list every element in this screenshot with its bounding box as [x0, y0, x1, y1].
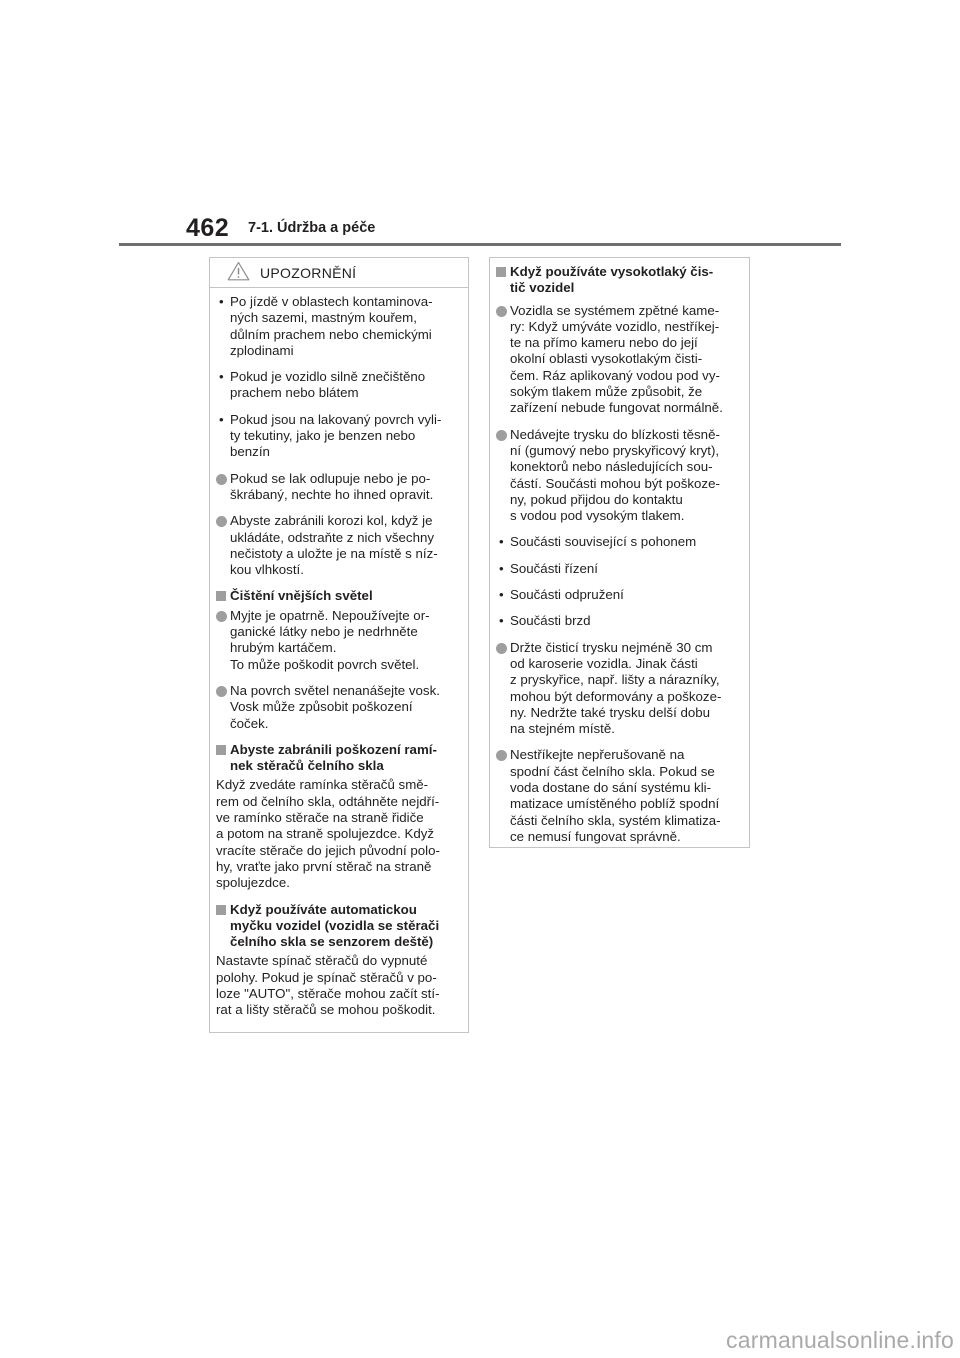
text-line: části čelního skla, systém klimatiza-	[510, 812, 721, 828]
subheading	[216, 588, 463, 604]
warning-triangle-icon	[227, 261, 250, 281]
text-line: nek stěračů čelního skla	[230, 758, 384, 774]
text-line: Nestříkejte nepřerušovaně na	[510, 747, 685, 763]
subheading	[216, 742, 463, 775]
text-line: Abyste zabránili poškození ramí-	[230, 741, 437, 757]
warning-box-right	[489, 257, 750, 848]
text-line: ry: Když umýváte vozidlo, nestříkej-	[510, 318, 720, 334]
list-item	[216, 412, 463, 461]
text-line: ny. Nedržte také trysku delší dobu	[510, 704, 711, 720]
text-line: ní (gumový nebo pryskyřicový kryt),	[510, 442, 720, 458]
text-line: To může poškodit povrch světel.	[230, 656, 420, 672]
section-title: 7-1. Údržba a péče	[248, 220, 376, 236]
text-line: Myjte je opatrně. Nepoužívejte or-	[230, 607, 430, 623]
text-line: • Po jízdě v oblastech kontaminova-	[230, 294, 433, 309]
text-line: škrábaný, nechte ho ihned opravit.	[230, 486, 434, 502]
text-line: spolujezdce.	[216, 875, 290, 891]
list-item	[496, 613, 744, 629]
text-line: Pokud se lak odlupuje nebo je po-	[230, 470, 431, 486]
dot-item	[216, 683, 463, 732]
bullet-dot-icon	[216, 611, 227, 622]
text-line: • Součásti odpružení	[510, 587, 624, 603]
text-line: ce nemusí fungovat správně.	[510, 828, 681, 844]
text-line: s vodou pod vysokým tlakem.	[510, 508, 685, 524]
text-line: zařízení nebude fungovat normálně.	[510, 400, 723, 416]
text-line: z pryskyřice, např. lišty a nárazníky,	[510, 672, 720, 688]
bullet-dot-icon	[216, 516, 227, 527]
paragraph	[216, 777, 463, 891]
subheading	[216, 902, 463, 951]
text-line: ukládáte, odstraňte z nich všechny	[230, 529, 435, 545]
text-line: okolní oblasti vysokotlakým čisti-	[510, 351, 703, 367]
warning-box-left	[209, 257, 469, 1033]
heading-square-icon	[216, 905, 226, 915]
bullet-dot-icon	[496, 306, 507, 317]
text-line: ve ramínko stěrače na straně řidiče	[216, 810, 424, 826]
paragraph	[216, 953, 463, 1018]
text-line: sokým tlakem může způsobit, že	[510, 384, 703, 400]
text-line: čoček.	[230, 715, 269, 731]
text-line: spodní část čelního skla. Pokud se	[510, 763, 715, 779]
text-line: rat a lišty stěračů se mohou poškodit.	[216, 1002, 436, 1018]
text-line: • Součásti související s pohonem	[510, 534, 697, 550]
text-line: nečistoty a uložte je na místě s níz-	[230, 545, 438, 561]
list-item	[216, 294, 463, 359]
text-line: konektorů nebo následujících sou-	[510, 459, 713, 475]
text-line: od karoserie vozidla. Jinak části	[510, 655, 698, 671]
text-line: loze "AUTO", stěrače mohou začít stí-	[216, 985, 440, 1001]
text-line: myčku vozidel (vozidla se stěrači	[230, 917, 440, 933]
bullet-dot-icon	[216, 686, 227, 697]
subheading	[496, 264, 744, 297]
watermark: carmanualsonline.info	[726, 1327, 954, 1353]
text-line: voda dostane do sání systému kli-	[510, 780, 712, 796]
heading-square-icon	[216, 745, 226, 755]
text-line: hy, vraťte jako první stěrač na straně	[216, 858, 432, 874]
dot-item	[496, 640, 744, 738]
bullet-dot-icon	[496, 430, 507, 441]
text-line: rem od čelního skla, odtáhněte nejdří-	[216, 793, 440, 809]
text-line: Když používáte automatickou	[230, 901, 417, 917]
bullet-dot-icon	[496, 643, 507, 654]
text-line: Nedávejte trysku do blízkosti těsně-	[510, 426, 720, 442]
text-line: na stejném místě.	[510, 721, 615, 737]
text-line: vracíte stěrače do jejich původní polo-	[216, 842, 440, 858]
text-line: čelního skla se senzorem deště)	[230, 934, 434, 950]
list-item	[496, 561, 744, 577]
dot-item	[216, 608, 463, 673]
heading-square-icon	[216, 591, 226, 601]
page-number: 462	[186, 214, 230, 242]
text-line: matizace umístěného poblíž spodní	[510, 796, 720, 812]
text-line: důlním prachem nebo chemickými	[230, 326, 432, 342]
text-line: Držte čisticí trysku nejméně 30 cm	[510, 639, 713, 655]
text-line: zplodinami	[230, 342, 294, 358]
text-line: polohy. Pokud je spínač stěračů v po-	[216, 969, 437, 985]
text-line: Na povrch světel nenanášejte vosk.	[230, 682, 440, 698]
text-line: hrubým kartáčem.	[230, 640, 337, 656]
text-line: • Pokud jsou na lakovaný povrch vyli-	[230, 411, 442, 427]
text-line: ných sazemi, mastným kouřem,	[230, 310, 417, 326]
list-item	[496, 587, 744, 603]
warning-header	[210, 258, 468, 288]
dot-item	[216, 513, 463, 578]
text-line: benzín	[230, 444, 270, 460]
text-line: kou vlhkostí.	[230, 562, 304, 578]
text-line: čem. Ráz aplikovaný vodou pod vy-	[510, 367, 720, 383]
dot-item	[496, 427, 744, 525]
dot-item	[216, 471, 463, 504]
text-line: • Součásti brzd	[510, 613, 591, 629]
bullet-dot-icon	[496, 750, 507, 761]
text-line: • Pokud je vozidlo silně znečištěno	[230, 369, 426, 385]
list-item	[216, 369, 463, 402]
text-line: • Součásti řízení	[510, 560, 598, 576]
text-line: Když zvedáte ramínka stěračů smě-	[216, 777, 429, 793]
text-line: tič vozidel	[510, 280, 575, 296]
header-rule	[119, 243, 841, 246]
text-line: ty tekutiny, jako je benzen nebo	[230, 428, 416, 444]
text-line: Vozidla se systémem zpětné kame-	[510, 302, 720, 318]
text-line: a potom na straně spolujezdce. Když	[216, 826, 435, 842]
list-item	[496, 534, 744, 550]
dot-item	[496, 303, 744, 417]
text-line: te na přímo kameru nebo do její	[510, 335, 698, 351]
dot-item	[496, 747, 744, 845]
text-line: ganické látky nebo je nedrhněte	[230, 624, 418, 640]
text-line: ny, pokud přijdou do kontaktu	[510, 491, 683, 507]
text-line: Nastavte spínač stěračů do vypnuté	[216, 953, 428, 969]
text-line: Vosk může způsobit poškození	[230, 699, 413, 715]
text-line: Když používáte vysokotlaký čis-	[510, 264, 714, 279]
text-line: Abyste zabránili korozi kol, když je	[230, 513, 433, 529]
text-line: mohou být deformovány a poškoze-	[510, 688, 722, 704]
text-line: prachem nebo blátem	[230, 385, 359, 401]
bullet-dot-icon	[216, 474, 227, 485]
warning-title: UPOZORNĚNÍ	[260, 265, 357, 281]
text-line: Čištění vnějších světel	[230, 588, 373, 604]
heading-square-icon	[496, 267, 506, 277]
text-line: částí. Součásti mohou být poškoze-	[510, 475, 720, 491]
